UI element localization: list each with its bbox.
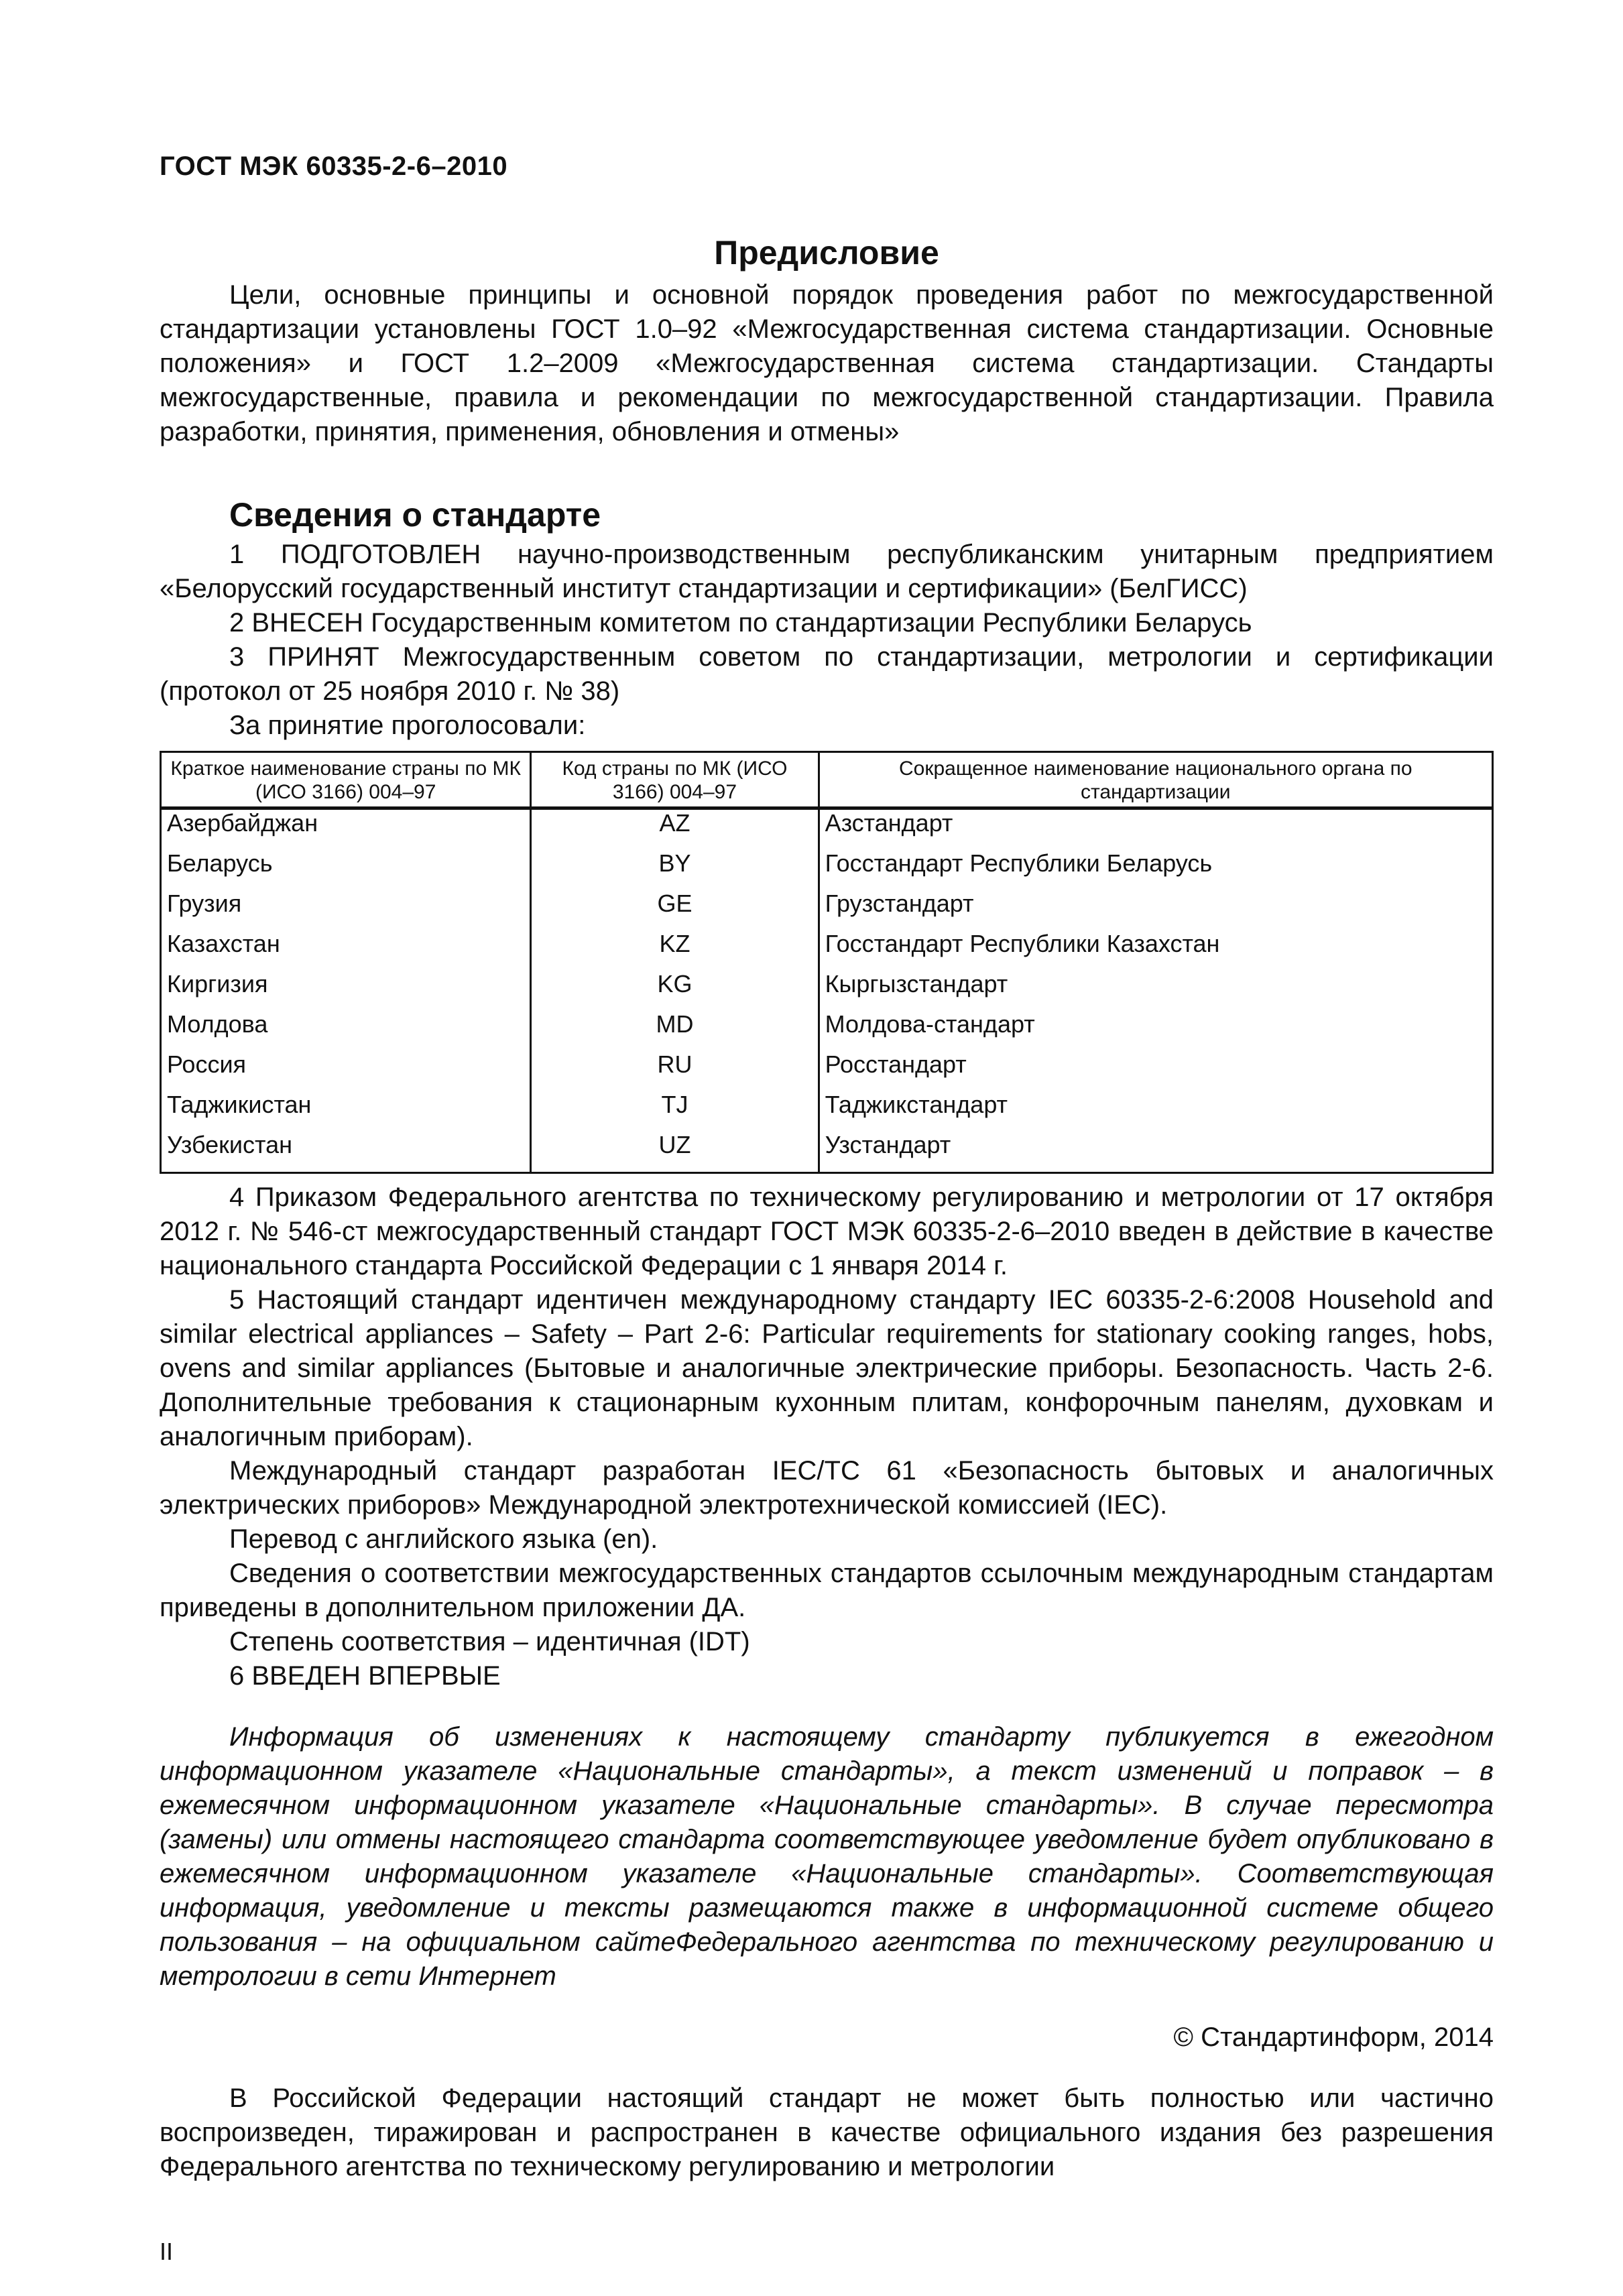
body-cell: Таджикстандарт xyxy=(819,1091,1492,1132)
code-cell: BY xyxy=(531,850,819,890)
table-row xyxy=(161,971,1493,1011)
table-row xyxy=(161,890,1493,930)
header-body: Сокращенное наименование национального органа по стандартизации xyxy=(819,752,1492,808)
document-designation: ГОСТ МЭК 60335-2-6–2010 xyxy=(160,152,508,181)
page-content xyxy=(160,231,1494,2184)
code-cell: TJ xyxy=(531,1091,819,1132)
table-row xyxy=(161,1091,1493,1132)
header-country: Краткое наименование страны по МК (ИСО 3166) 004–97 xyxy=(161,752,531,808)
international-standard-note: Международный стандарт разработан IEC/TC 61 «Безопасность бытовых и аналогичных электрических приборов» Международной электротехнической комиссией (IEC). xyxy=(160,1456,1494,1520)
info-paragraph-2: 2 ВНЕСЕН Государственным комитетом по стандартизации Республики Беларусь xyxy=(229,608,1252,638)
body-cell: Госстандарт Республики Беларусь xyxy=(819,850,1492,890)
info-paragraph-6: 6 ВВЕДЕН ВПЕРВЫЕ xyxy=(229,1661,501,1691)
country-cell: Молдова xyxy=(161,1011,531,1051)
country-cell: Таджикистан xyxy=(161,1091,531,1132)
country-cell: Узбекистан xyxy=(161,1132,531,1173)
header-code: Код страны по МК (ИСО 3166) 004–97 xyxy=(531,752,819,808)
body-cell: Грузстандарт xyxy=(819,890,1492,930)
table-row xyxy=(161,1011,1493,1051)
amendments-notice: Информация об изменениях к настоящему стандарту публикуется в ежегодном информационном указателе «Национальные стандарты», а текст изменений и поправок – в ежемесячном информационном указателе «Национальные стандарты». В случае пересмотра (замены) или отмены настоящего стандарта соответствующее уведомление будет опубликовано в ежемесячном информационном указателе «Национальные стандарты». Соответствующая информация, уведомление и тексты размещаются также в информационной системе общего пользования – на официальном сайтеФедерального агентства по техническому регулированию и метрологии в сети Интернет xyxy=(160,1722,1494,1991)
table-row xyxy=(161,930,1493,971)
code-cell: UZ xyxy=(531,1132,819,1173)
table-header-row xyxy=(161,752,1493,808)
code-cell: KZ xyxy=(531,930,819,971)
code-cell: MD xyxy=(531,1011,819,1051)
reproduction-rights: В Российской Федерации настоящий стандарт не может быть полностью или частично воспроизведен, тиражирован и распространен в качестве официального издания без разрешения Федерального агентства по техническому регулированию и метрологии xyxy=(160,2083,1494,2181)
info-paragraph-1: 1 ПОДГОТОВЛЕН научно-производственным республиканским унитарным предприятием «Белорусский государственный институт стандартизации и сертификации» (БелГИСС) xyxy=(160,540,1494,603)
table-row xyxy=(161,1051,1493,1091)
info-paragraph-4: 4 Приказом Федерального агентства по техническому регулированию и метрологии от 17 октября 2012 г. № 546-ст межгосударственный стандарт ГОСТ МЭК 60335-2-6–2010 введен в действие в качестве национального стандарта Российской Федерации с 1 января 2014 г. xyxy=(160,1183,1494,1280)
voting-countries-table xyxy=(160,751,1494,1174)
body-cell: Узстандарт xyxy=(819,1132,1492,1173)
vote-intro: За принятие проголосовали: xyxy=(229,711,586,740)
code-cell: GE xyxy=(531,890,819,930)
table-row xyxy=(161,850,1493,890)
translation-note: Перевод с английского языка (en). xyxy=(229,1524,658,1554)
conformity-degree: Степень соответствия – идентичная (IDT) xyxy=(229,1627,750,1656)
country-cell: Азербайджан xyxy=(161,808,531,851)
body-cell: Кыргызстандарт xyxy=(819,971,1492,1011)
copyright: © Стандартинформ, 2014 xyxy=(1173,2022,1494,2052)
foreword-text: Цели, основные принципы и основной порядок проведения работ по межгосударственной стандартизации установлены ГОСТ 1.0–92 «Межгосударственная система стандартизации. Основные положения» и ГОСТ 1.2–2009 «Межгосударственная система стандартизации. Стандарты межгосударственные, правила и рекомендации по межгосударственной стандартизации. Правила разработки, принятия, применения, обновления и отмены» xyxy=(160,280,1494,446)
country-cell: Казахстан xyxy=(161,930,531,971)
country-cell: Грузия xyxy=(161,890,531,930)
standard-info-title: Сведения о стандарте xyxy=(229,496,601,534)
info-paragraph-3: 3 ПРИНЯТ Межгосударственным советом по стандартизации, метрологии и сертификации (протокол от 25 ноября 2010 г. № 38) xyxy=(160,642,1494,706)
body-cell: Госстандарт Республики Казахстан xyxy=(819,930,1492,971)
table-row xyxy=(161,808,1493,851)
table-row xyxy=(161,1132,1493,1173)
country-cell: Киргизия xyxy=(161,971,531,1011)
body-cell: Росстандарт xyxy=(819,1051,1492,1091)
code-cell: RU xyxy=(531,1051,819,1091)
foreword-title: Предисловие xyxy=(714,234,939,271)
page-number: II xyxy=(160,2238,174,2265)
country-cell: Беларусь xyxy=(161,850,531,890)
code-cell: AZ xyxy=(531,808,819,851)
country-cell: Россия xyxy=(161,1051,531,1091)
body-cell: Азстандарт xyxy=(819,808,1492,851)
info-paragraph-5: 5 Настоящий стандарт идентичен международному стандарту IEC 60335-2-6:2008 Household and similar electrical appliances – Safety – Part 2-6: Particular requirements for stationary cooking ranges, hobs, ovens and similar appliances (Бытовые и аналогичные электрические приборы. Безопасность. Часть 2-6. Дополнительные требования к стационарным кухонным плитам, конфорочным панелям, духовкам и аналогичным приборам). xyxy=(160,1285,1494,1451)
body-cell: Молдова-стандарт xyxy=(819,1011,1492,1051)
code-cell: KG xyxy=(531,971,819,1011)
references-note: Сведения о соответствии межгосударственных стандартов ссылочным международным стандартам приведены в дополнительном приложении ДА. xyxy=(160,1559,1494,1622)
